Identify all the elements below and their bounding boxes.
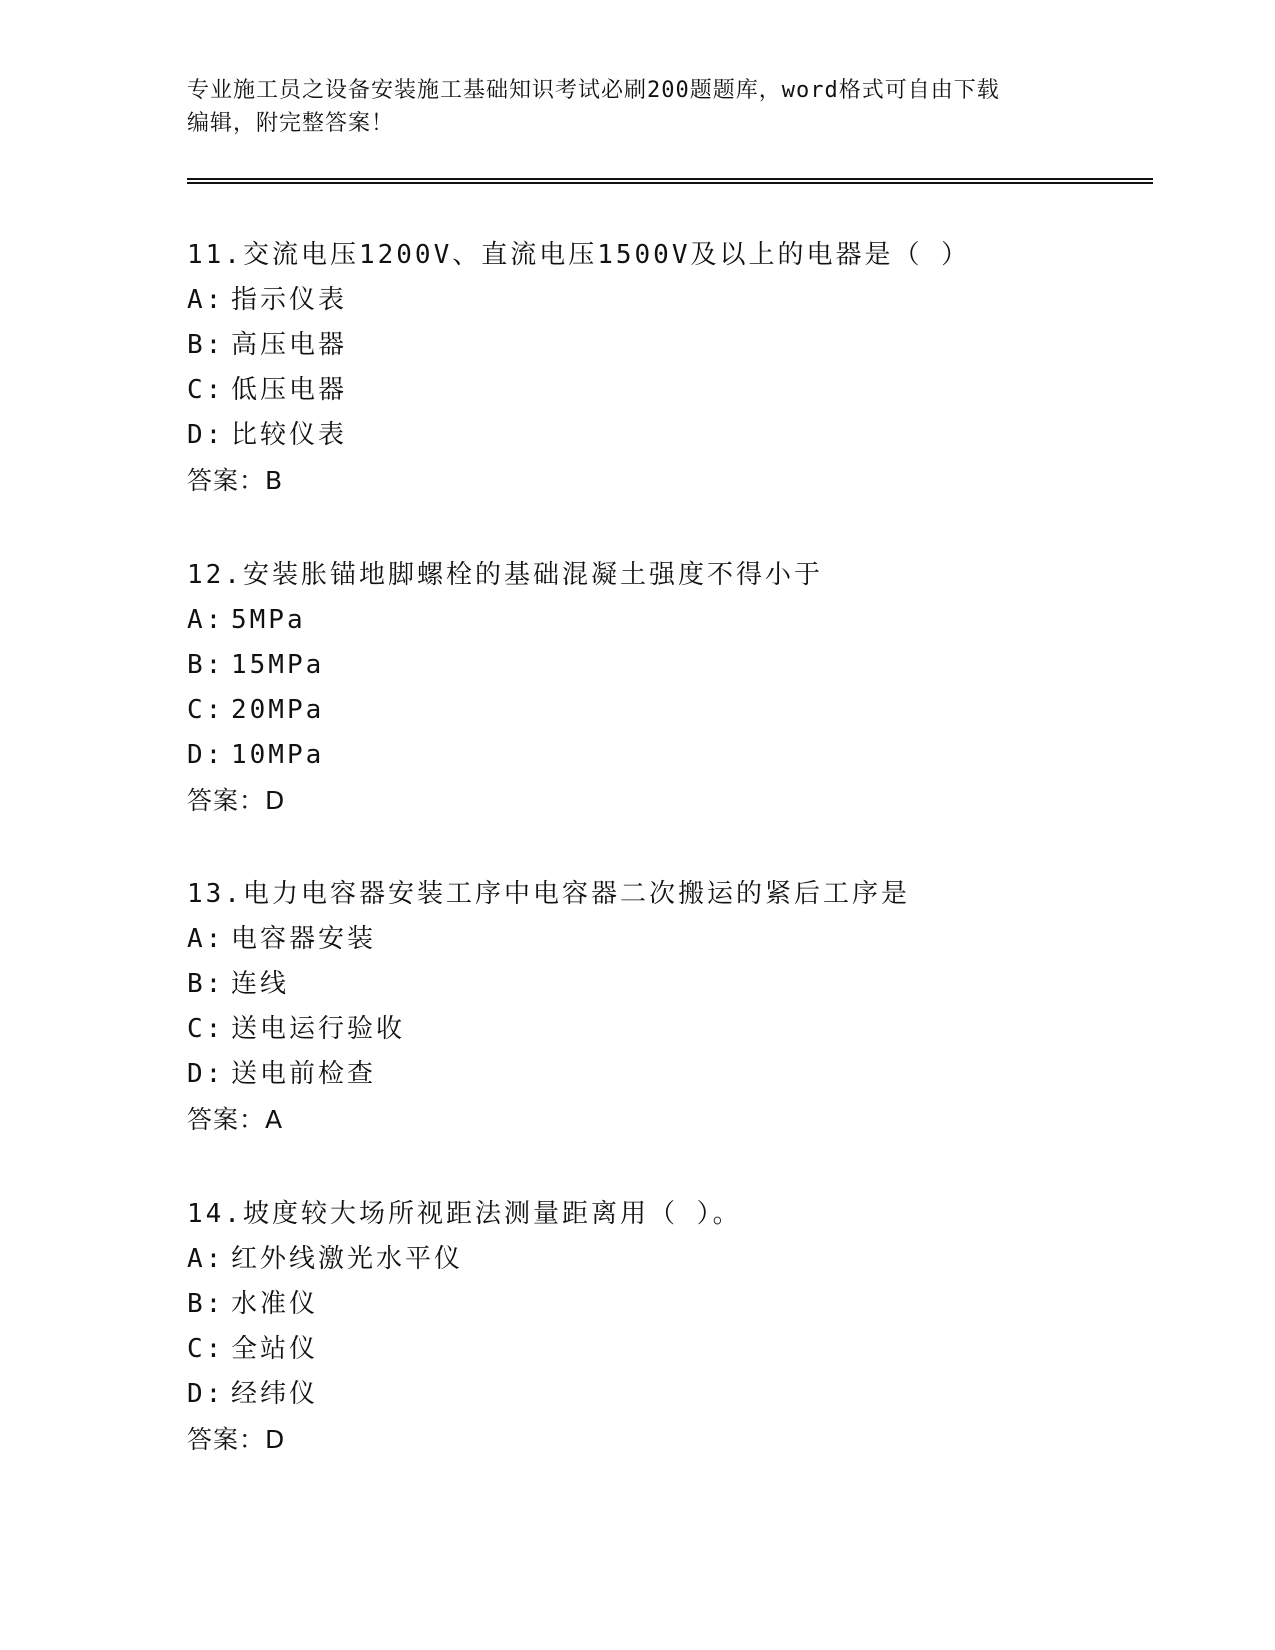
option-c xyxy=(187,1327,1127,1372)
option-text: 高压电器 xyxy=(231,330,348,360)
option-c xyxy=(187,368,1127,413)
option-key: C: xyxy=(187,695,225,725)
question-14 xyxy=(187,1192,1127,1462)
option-key: B: xyxy=(187,969,225,999)
option-key: D: xyxy=(187,740,225,770)
option-c xyxy=(187,1007,1127,1052)
option-key: D: xyxy=(187,1379,225,1409)
option-text: 指示仪表 xyxy=(231,285,348,315)
option-key: C: xyxy=(187,375,225,405)
answer-line: 答案：B xyxy=(187,466,284,495)
option-a xyxy=(187,278,1127,323)
header-title-line-1: 专业施工员之设备安装施工基础知识考试必刷200题题库，word格式可自由下载 xyxy=(187,78,1000,103)
option-key: A: xyxy=(187,285,225,315)
question-11 xyxy=(187,233,1127,503)
option-text: 送电前检查 xyxy=(231,1059,377,1089)
option-b xyxy=(187,323,1127,368)
option-c xyxy=(187,688,1127,733)
question-stem: 12.安装胀锚地脚螺栓的基础混凝土强度不得小于 xyxy=(187,560,823,590)
header-divider-top xyxy=(187,178,1153,180)
option-text: 红外线激光水平仪 xyxy=(231,1244,464,1274)
question-13 xyxy=(187,872,1127,1142)
option-text: 10MPa xyxy=(231,740,325,770)
option-a xyxy=(187,598,1127,643)
answer-line: 答案：D xyxy=(187,786,286,815)
question-12 xyxy=(187,553,1127,823)
option-text: 送电运行验收 xyxy=(231,1014,406,1044)
option-key: A: xyxy=(187,605,225,635)
option-text: 低压电器 xyxy=(231,375,348,405)
option-text: 5MPa xyxy=(231,605,306,635)
header-title-line-2: 编辑，附完整答案！ xyxy=(187,111,395,136)
answer-line: 答案：A xyxy=(187,1105,284,1134)
option-key: C: xyxy=(187,1334,225,1364)
header-divider-bottom xyxy=(187,182,1153,184)
option-a xyxy=(187,917,1127,962)
option-text: 比较仪表 xyxy=(231,420,348,450)
answer-line: 答案：D xyxy=(187,1425,286,1454)
option-key: C: xyxy=(187,1014,225,1044)
document-header xyxy=(187,74,1087,140)
option-a xyxy=(187,1237,1127,1282)
option-key: A: xyxy=(187,1244,225,1274)
option-text: 20MPa xyxy=(231,695,325,725)
option-d xyxy=(187,413,1127,458)
option-text: 全站仪 xyxy=(231,1334,319,1364)
option-text: 连线 xyxy=(231,969,290,999)
option-text: 电容器安装 xyxy=(231,924,377,954)
option-text: 15MPa xyxy=(231,650,325,680)
option-d xyxy=(187,733,1127,778)
option-b xyxy=(187,962,1127,1007)
option-key: B: xyxy=(187,330,225,360)
option-b xyxy=(187,643,1127,688)
option-key: B: xyxy=(187,650,225,680)
option-key: B: xyxy=(187,1289,225,1319)
option-text: 水准仪 xyxy=(231,1289,319,1319)
option-d xyxy=(187,1372,1127,1417)
option-b xyxy=(187,1282,1127,1327)
option-d xyxy=(187,1052,1127,1097)
option-key: D: xyxy=(187,1059,225,1089)
option-text: 经纬仪 xyxy=(231,1379,319,1409)
question-stem: 14.坡度较大场所视距法测量距离用（ ）。 xyxy=(187,1199,742,1229)
option-key: D: xyxy=(187,420,225,450)
question-stem: 11.交流电压1200V、直流电压1500V及以上的电器是（ ） xyxy=(187,240,971,270)
question-stem: 13.电力电容器安装工序中电容器二次搬运的紧后工序是 xyxy=(187,879,910,909)
option-key: A: xyxy=(187,924,225,954)
